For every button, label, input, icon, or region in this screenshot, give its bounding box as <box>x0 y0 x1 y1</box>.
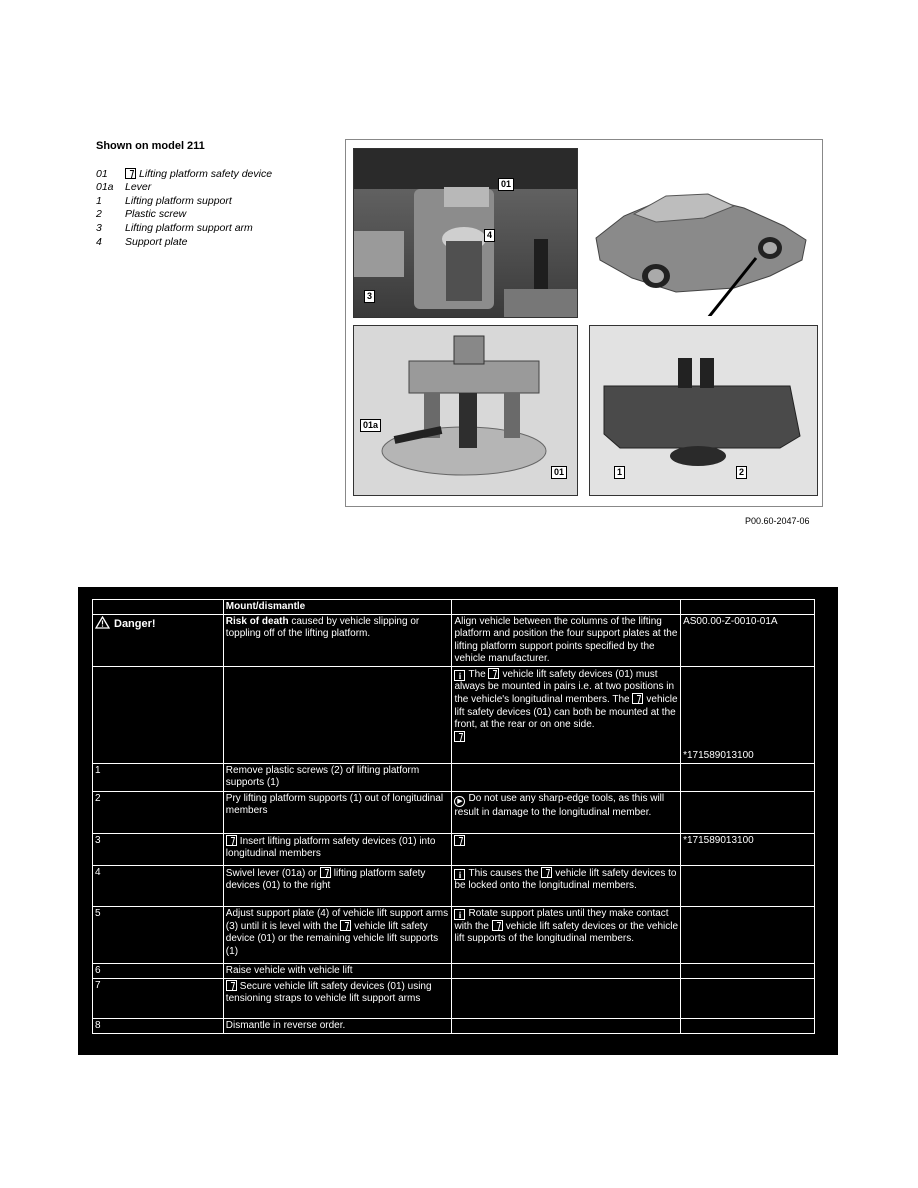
legend-label: Lever <box>125 181 152 194</box>
step-action-text: vehicle lift safety device (01) or the remaining vehicle lift supports (1) <box>225 921 439 957</box>
table-header-cell <box>93 600 224 615</box>
callout-2: 2 <box>736 466 747 479</box>
special-tool-icon <box>320 867 331 878</box>
table-cell <box>452 964 681 979</box>
special-tool-icon <box>226 835 237 846</box>
callout-01: 01 <box>498 178 514 191</box>
step-note: Do not use any sharp-edge tools, as this will result in damage to the longitudinal member. <box>454 793 665 819</box>
table-header-cell <box>452 600 681 615</box>
table-cell <box>452 979 681 1019</box>
step-action: Remove plastic screws (2) of lifting platform supports (1) <box>223 764 452 792</box>
step-number: 8 <box>93 1019 224 1034</box>
table-cell <box>681 866 815 907</box>
table-cell <box>223 615 452 667</box>
table-cell: AS00.00-Z-0010-01A <box>681 615 815 667</box>
info-icon: i <box>454 670 465 681</box>
illustration-figure <box>345 139 823 507</box>
table-cell: *171589013100 <box>681 834 815 866</box>
info-text-b: vehicle lift safety devices (01) must always be mounted in pairs i.e. at two positions in the vehicle's longitudinal members. The <box>454 669 675 706</box>
table-cell: *171589013100 <box>681 667 815 764</box>
table-row <box>93 667 815 764</box>
table-cell <box>452 667 681 764</box>
legend-label: Lifting platform support arm <box>125 221 253 234</box>
info-icon: i <box>454 909 465 920</box>
legend-label: Lifting platform safety device <box>139 167 273 180</box>
table-header-row <box>93 600 815 615</box>
legend-item <box>96 236 272 250</box>
step-action-text: Swivel lever (01a) or <box>225 868 320 880</box>
legend-code: 1 <box>96 194 102 207</box>
warning-icon <box>95 616 110 629</box>
procedure-table <box>92 599 815 1034</box>
table-cell <box>452 834 681 866</box>
legend-item <box>96 181 272 195</box>
table-row <box>93 792 815 834</box>
table-cell: Align vehicle between the columns of the lifting platform and position the four support plates at the lifting platform support points specified by the vehicle manufacturer. <box>452 615 681 667</box>
table-row <box>93 979 815 1019</box>
step-number: 5 <box>93 907 224 964</box>
step-action <box>223 834 452 866</box>
step-action: Dismantle in reverse order. <box>223 1019 452 1034</box>
callout-1: 1 <box>614 466 625 479</box>
legend-code: 3 <box>96 221 102 234</box>
table-row <box>93 907 815 964</box>
legend-code: 01a <box>96 181 114 194</box>
legend-code: 4 <box>96 235 102 248</box>
special-tool-icon <box>488 668 499 679</box>
table-cell <box>452 1019 681 1034</box>
step-number: 7 <box>93 979 224 1019</box>
table-cell <box>93 667 224 764</box>
step-number: 3 <box>93 834 224 866</box>
step-action-text: Insert lifting platform safety devices (01) into longitudinal members <box>225 836 436 860</box>
figure-id: P00.60-2047-06 <box>745 516 810 526</box>
info-icon: i <box>454 869 465 880</box>
legend-heading: Shown on model 211 <box>96 140 205 152</box>
table-cell <box>681 792 815 834</box>
table-cell <box>681 764 815 792</box>
callout-3: 3 <box>364 290 375 303</box>
table-cell <box>681 964 815 979</box>
special-tool-icon <box>492 920 503 931</box>
legend <box>96 140 272 249</box>
table-header-cell: Mount/dismantle <box>223 600 452 615</box>
underbody-illustration <box>354 149 577 317</box>
special-tool-icon <box>632 693 643 704</box>
table-row <box>93 764 815 792</box>
step-note: vehicle lift safety devices or the vehicle lift supports of the longitudinal members. <box>454 921 679 945</box>
table-cell <box>223 667 452 764</box>
step-number: 4 <box>93 866 224 907</box>
special-tool-icon <box>125 168 136 179</box>
legend-label: Lifting platform support <box>125 194 232 207</box>
danger-text: caused by vehicle slipping or toppling off of the lifting platform. <box>225 616 420 640</box>
table-cell <box>452 866 681 907</box>
legend-item <box>96 208 272 222</box>
photo-underbody <box>353 148 578 318</box>
table-row <box>93 1019 815 1034</box>
special-tool-icon <box>541 867 552 878</box>
callout-01a: 01a <box>360 419 381 432</box>
table-cell <box>681 907 815 964</box>
step-action <box>223 866 452 907</box>
info-text-c: vehicle lift safety devices (01) can both be mounted at the front, at the rear or on one side. <box>454 694 678 730</box>
table-row <box>93 834 815 866</box>
table-cell <box>452 764 681 792</box>
step-action-text: Secure vehicle lift safety devices (01) using tensioning straps to vehicle lift support arms <box>225 981 432 1005</box>
special-tool-icon <box>340 920 351 931</box>
table-cell <box>452 907 681 964</box>
vehicle-illustration <box>584 148 816 316</box>
info-text-a: The <box>468 669 489 681</box>
danger-cell <box>93 615 224 667</box>
table-cell <box>681 979 815 1019</box>
safety-device-illustration <box>354 326 577 495</box>
legend-item <box>96 195 272 209</box>
step-note: vehicle lift safety devices to be locked onto the longitudinal members. <box>454 868 677 892</box>
step-action <box>223 979 452 1019</box>
step-action-text: Adjust support plate (4) of vehicle lift support arms (3) until it is level with the <box>225 908 449 933</box>
callout-4: 4 <box>484 229 495 242</box>
procedure-table-container <box>78 587 838 1055</box>
step-note: This causes the <box>468 868 542 880</box>
photo-vehicle <box>584 148 816 316</box>
table-cell <box>452 792 681 834</box>
table-cell <box>681 1019 815 1034</box>
step-action: Raise vehicle with vehicle lift <box>223 964 452 979</box>
step-number: 6 <box>93 964 224 979</box>
callout-01: 01 <box>551 466 567 479</box>
special-tool-icon <box>226 980 237 991</box>
step-action: Pry lifting platform supports (1) out of longitudinal members <box>223 792 452 834</box>
special-tool-icon <box>454 731 465 742</box>
table-row <box>93 866 815 907</box>
legend-item <box>96 168 272 182</box>
legend-code: 2 <box>96 208 102 221</box>
table-header-cell <box>681 600 815 615</box>
legend-label: Plastic screw <box>125 208 187 221</box>
legend-label: Support plate <box>125 235 188 248</box>
photo-safety-device <box>353 325 578 496</box>
danger-bold-text: Risk of death <box>225 616 289 628</box>
note-icon: ▶ <box>454 796 465 807</box>
step-action-text: lifting platform safety devices (01) to the right <box>225 868 426 892</box>
table-row <box>93 964 815 979</box>
danger-label: Danger! <box>114 618 156 631</box>
step-action <box>223 907 452 964</box>
table-row <box>93 615 815 667</box>
legend-item <box>96 222 272 236</box>
legend-code: 01 <box>96 167 108 180</box>
step-number: 1 <box>93 764 224 792</box>
special-tool-icon <box>454 835 465 846</box>
step-number: 2 <box>93 792 224 834</box>
step-note: Rotate support plates until they make contact with the <box>454 908 669 933</box>
